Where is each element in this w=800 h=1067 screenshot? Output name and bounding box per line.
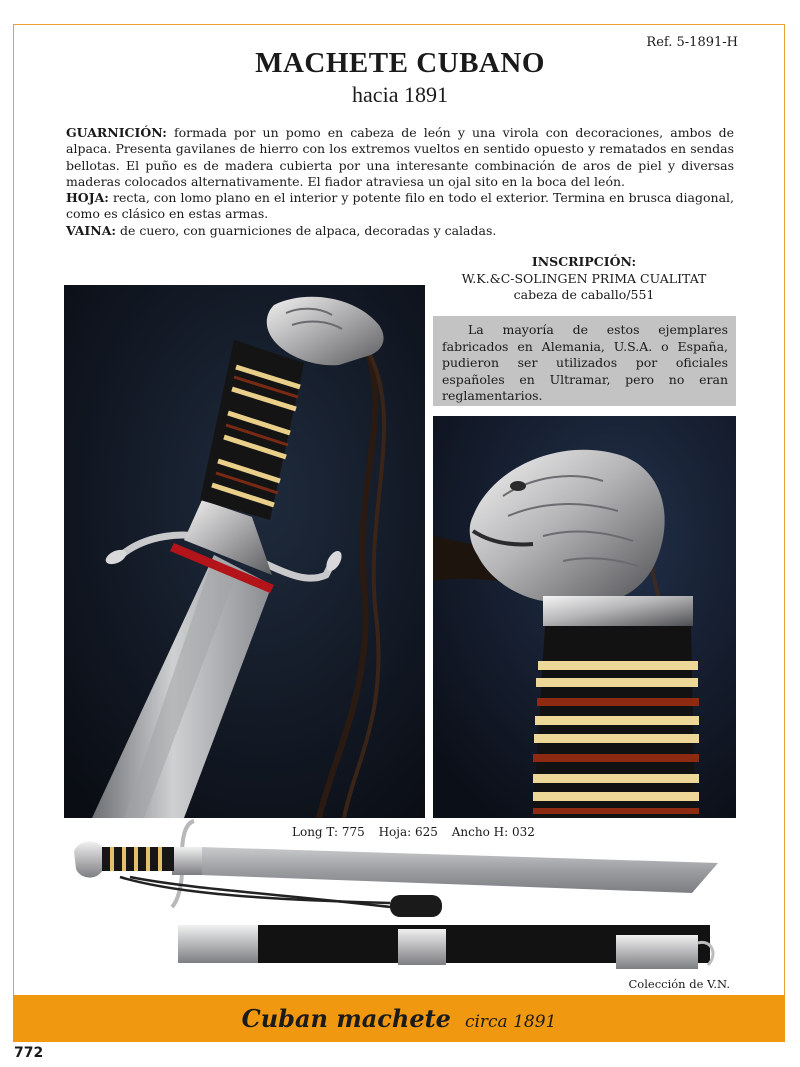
inscription-line-1: W.K.&C-SOLINGEN PRIMA CUALITAT xyxy=(461,270,707,286)
hilt-photo xyxy=(64,285,425,818)
full-machete-illustration xyxy=(60,815,740,985)
hoja-paragraph xyxy=(66,190,734,223)
reference-number: Ref. 5-1891-H xyxy=(646,35,738,50)
machete xyxy=(74,821,718,917)
pommel-illustration xyxy=(433,416,736,818)
blade-length: Hoja: 625 xyxy=(378,825,438,839)
description-block xyxy=(66,125,734,239)
guarnicion-paragraph xyxy=(66,125,734,190)
inscription-block xyxy=(433,254,735,304)
vaina-label: VAINA: xyxy=(66,222,117,238)
hoja-text: recta, con lomo plano en el interior y potente filo en todo el exterior. Termina en brusca diagonal, como es clásico en estas armas. xyxy=(66,190,734,222)
guarnicion-label: GUARNICIÓN: xyxy=(66,125,167,140)
pommel-closeup-photo xyxy=(433,416,736,818)
hilt-illustration xyxy=(64,285,425,818)
english-circa: circa 1891 xyxy=(464,1012,557,1032)
historical-note: La mayoría de estos ejemplares fabricados en Alemania, U.S.A. o España, pudieron ser utilizados por oficiales españoles en Ultramar, pero no eran reglamentarios. xyxy=(433,316,736,406)
length-total: Long T: 775 xyxy=(292,825,365,839)
page-title: MACHETE CUBANO xyxy=(255,47,545,79)
page-number: 772 xyxy=(14,1045,44,1061)
collection-credit: Colección de V.N. xyxy=(628,977,730,991)
inscription-heading: INSCRIPCIÓN: xyxy=(531,254,637,269)
blade-width: Ancho H: 032 xyxy=(451,825,535,839)
scabbard xyxy=(178,925,713,969)
english-title-band xyxy=(13,995,785,1042)
hoja-label: HOJA: xyxy=(66,190,109,206)
vaina-paragraph xyxy=(66,223,734,239)
inscription-line-2: cabeza de caballo/551 xyxy=(513,287,655,302)
vaina-text: de cuero, con guarniciones de alpaca, decoradas y caladas. xyxy=(116,222,497,238)
page-subtitle: hacia 1891 xyxy=(352,82,448,107)
guarnicion-text: formada por un pomo en cabeza de león y una virola con decoraciones, ambos de alpaca. Presenta gavilanes de hierro con los extremos vueltos en sentido opuesto y rematados en sendas bellotas. El puño es de madera cubierta por una interesante combinación de aros de piel y diversas maderas colocados alternativamente. El fiador atraviesa un ojal sito en la boca del león. xyxy=(66,125,734,189)
english-title: Cuban machete xyxy=(241,1004,451,1033)
